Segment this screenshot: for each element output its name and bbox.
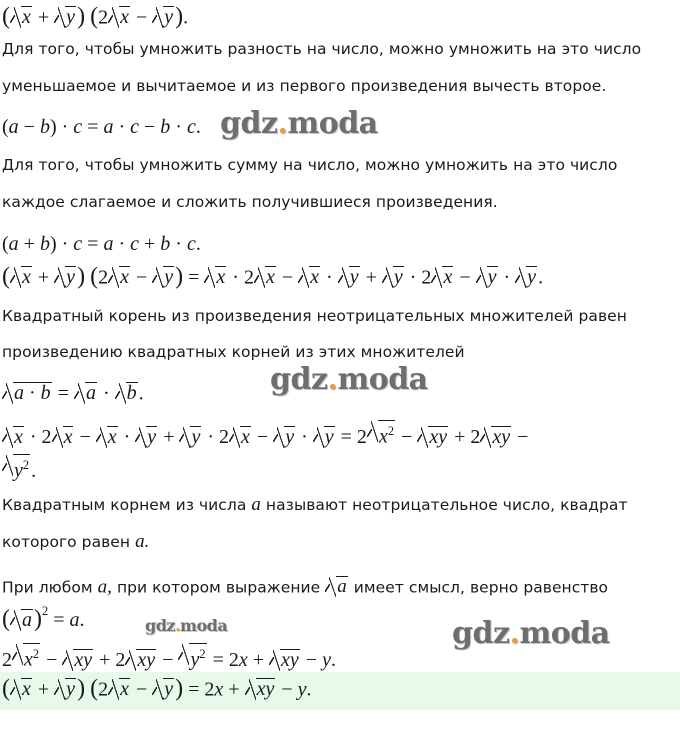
identity-statement: При любом a, при котором выражение a имеет смысл, верно равенство [2, 574, 608, 598]
formula-root-product: a · b = a · b . [2, 380, 144, 405]
expression-root-combined-cont: $y^2$ . [2, 452, 36, 483]
expression-root-combined: x · 2 x − x · y + y · 2 x − y · y = 2 $x^2$ − xy + 2 xy − [2, 418, 528, 449]
definition-square-root-cont: которого равен a. [2, 531, 150, 552]
expression-simplified: 2 $x^2$ − xy + 2 xy − $y^2 = 2x$ + xy − y. [2, 641, 336, 672]
rule-difference-line-1: Для того, чтобы умножить разность на число, можно умножить на это число [2, 40, 642, 58]
rule-difference-line-2: уменьшаемое и вычитаемое и из первого произведения вычесть второе. [2, 77, 607, 95]
formula-difference: (a − b) · c = a · c − b · c. [2, 116, 201, 138]
formula-root-squared: ( a)$^2$ = a. [2, 604, 85, 633]
formula-sum: (a + b) · c = a · c + b · c. [2, 233, 201, 255]
expression-expanded: ( x + y) (2 x − y) = x · 2 x − x · y + y · 2 x − y · y . [2, 263, 544, 290]
rule-root-product-line-1: Квадратный корень из произведения неотрицательных множителей равен [2, 307, 627, 325]
watermark-logo: gdz.moda [220, 106, 378, 141]
watermark-logo: gdz.moda [452, 616, 610, 651]
expression-original: ( x + y) (2 x − y). [2, 3, 189, 30]
rule-sum-line-2: каждое слагаемое и сложить получившиеся произведения. [2, 193, 498, 211]
rule-sum-line-1: Для того, чтобы умножить сумму на число, можно умножить на это число [2, 156, 618, 174]
final-answer: ( x + y) (2 x − y) = 2x + xy − y. [2, 675, 312, 702]
watermark-logo: gdz.moda [145, 616, 228, 635]
watermark-logo: gdz.moda [270, 362, 428, 397]
definition-square-root: Квадратным корнем из числа a называют неотрицательное число, квадрат [2, 494, 628, 515]
rule-root-product-line-2: произведению квадратных корней из этих множителей [2, 343, 465, 361]
